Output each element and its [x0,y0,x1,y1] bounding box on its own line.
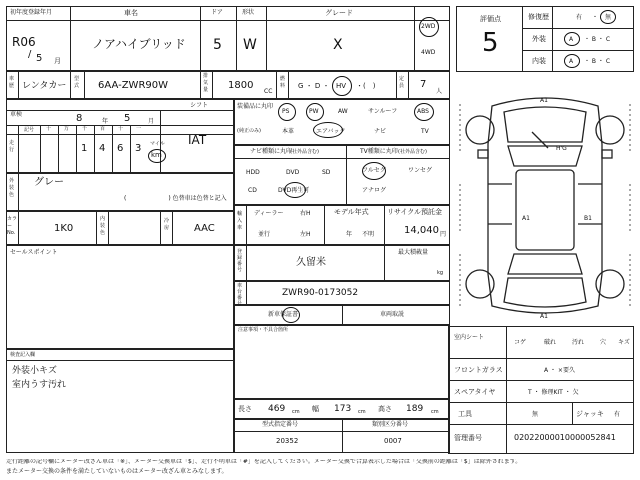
shape-label: 形状 [242,9,255,16]
capacity-unit: 人 [436,88,443,95]
navi-dvd-play: DVD再生可 [278,187,310,194]
class-value: 0007 [384,437,402,445]
reg-year-label: 初年度登録年月 [10,9,53,16]
diagram-hg: H'G [556,145,567,152]
mileage-mile: マイル [150,141,165,147]
mgmt-value: 02022000010000052841 [514,433,616,442]
interior-sheet-label: 室内シート [454,334,485,341]
manual-label: 車両取説 [380,311,405,318]
navi-sd: SD [322,169,331,176]
reg-month-unit: 月 [54,57,61,65]
drive-2wd: 2WD [421,23,436,30]
mileage-place-3: 百 [100,126,106,132]
score-label: 評価点 [480,15,501,23]
tv-fullseg: フルセグ [362,167,386,174]
equipment-pw: PW [309,108,319,115]
reg-slash: / [28,49,32,60]
tv-label: TV種類に丸印 [360,148,398,155]
diagram-a1-top: A1 [540,97,548,104]
width-label: 幅 [312,405,319,413]
sheet-yabure: 破れ [544,339,557,346]
diagram-b1: B1 [584,215,592,222]
drive-4wd: 4WD [421,49,436,56]
length-label: 長さ [238,405,252,413]
exterior-grade-rest: ・ B ・ C [584,36,611,43]
width-value: 173 [334,404,352,414]
shaken-year-unit: 年 [102,118,109,125]
class-label: 類別区分番号 [372,421,409,428]
height-value: 189 [406,404,424,414]
type-value: 20352 [276,437,299,445]
sales-point-box [6,245,234,349]
chassis-value: ZWR90-0173052 [282,288,359,298]
shape-value: W [243,37,257,53]
recycle-value: 14,040 [404,225,439,236]
fuel-tail: ・( ) [356,82,376,90]
repair-label: 修復歴 [528,13,549,21]
interior-grade-a: A [569,58,574,65]
exterior-note: ( ) 色替車は色替と記入 [124,195,227,202]
exterior-color: グレー [34,177,64,188]
width-unit: cm [358,409,366,415]
model-year-unknown: 不明 [362,231,375,238]
mileage-digit-2: 1 [81,143,88,154]
jack-label: ジャッキ [576,410,604,418]
navi-cd: CD [248,187,257,194]
grade-value: X [333,37,343,53]
ac-label: 冷房 [164,218,170,231]
reg-year-value: R06 [12,35,36,49]
height-label: 高さ [378,405,392,413]
mileage-digit-4: 6 [117,143,124,154]
tools-label: 工具 [458,410,472,418]
sheet-yogore: 汚れ [572,339,585,346]
navi-dvd: DVD [286,169,300,176]
mileage-place-1: 万 [64,126,70,132]
score-value: 5 [482,28,499,58]
front-glass-value: A ・ ×要久 [544,367,575,374]
navi-hdd: HDD [246,169,260,176]
inspector-box [6,349,234,453]
navi-sub: (社外品含む) [290,149,319,155]
repair-dot: ・ [592,14,599,21]
mileage-col-divider [130,125,131,173]
mgmt-label: 管理番号 [454,434,482,442]
reg-month-value: 5 [36,53,43,64]
import-label: 輸入車 [237,211,243,231]
interior-color-label: 内装色 [100,216,106,236]
ac-value: AAC [194,223,215,234]
equipment-ps: PS [282,108,290,115]
type-label: 型式指定番号 [262,421,299,428]
tv-oneseg: ワンセグ [408,167,433,174]
car-name-value: ノアハイブリッド [92,37,186,51]
max-load-unit: kg [437,270,444,276]
equipment-abs: ABS [417,108,429,115]
fuel-options: G ・ D ・ [298,82,330,90]
notes-box [234,325,450,399]
equipment-airbag: エアバック [316,128,346,135]
import-left: 左H [300,231,311,238]
tv-sub: (社外品含む) [398,149,427,155]
front-glass-label: フロントガラス [454,366,503,374]
recycle-yen: 円 [440,231,447,238]
equipment-label: 装備品に丸印 [237,103,274,110]
model-year-label: モデル年式 [334,208,369,216]
inspector-label: 検査記入欄 [10,352,36,358]
model-value: 6AA-ZWR90W [98,80,169,91]
mileage-place-2: 千 [82,126,88,132]
diagram-a1-side: A1 [522,215,530,222]
inspector-line1: 外装小キズ [12,366,57,376]
shift-label: シフト [190,102,209,109]
shaken-month-unit: 月 [148,118,155,125]
mileage-place-label: 記号 [24,127,35,133]
grade-label: グレード [325,9,353,17]
shift-value: IAT [188,133,207,147]
mileage-digit-3: 4 [99,143,106,154]
warranty-label: 新車保証書 [268,311,299,318]
length-value: 469 [268,404,286,414]
equipment-navi: ナビ [374,128,387,135]
equipment-leather: 本革 [282,128,295,135]
spare-tire-value: T ・ 修理KIT ・ 欠 [528,389,579,396]
tools-value: 無 [532,411,539,418]
mileage-place-5: 一 [136,126,142,132]
import-right: 右H [300,210,311,217]
shaken-label: 車検 [10,111,23,118]
exterior-grade-a: A [569,36,574,43]
height-unit: cm [431,409,439,415]
capacity-value: 7 [420,79,427,90]
displacement-label: 排気量 [203,73,209,93]
footer-line2: またメーター交換の条件を満たしていないものはメーター改ざん車とみなします。 [6,468,228,475]
interior-grade-rest: ・ B ・ C [584,58,611,65]
import-parallel: 並行 [258,231,271,238]
sheet-ana: 穴 [600,339,607,346]
navi-label: ナビ種類に丸印 [250,148,293,155]
inspector-line2: 室内うす汚れ [12,380,67,390]
mileage-km: km [151,151,162,159]
car-name-label: 車名 [124,9,138,17]
shaken-month: 5 [124,113,131,124]
color-no-value: 1K0 [54,223,74,234]
model-label: 型式 [74,76,80,89]
equipment-sub: (純正のみ) [237,128,261,134]
mileage-digit-5: 3 [135,143,142,154]
equipment-sunroof: サンルーフ [368,108,398,115]
cc-unit: CC [264,88,273,95]
mileage-col-divider [58,125,59,173]
fuel-hv: HV [336,82,347,90]
displacement-value: 1800 [228,80,254,91]
sheet-koge: コゲ [514,339,527,346]
mileage-place-4: 十 [118,126,124,132]
notes-label: 注意事項・不具合箇所 [238,327,289,333]
chassis-label: 車台番号 [237,283,243,307]
interior-grade-label: 内装 [532,57,546,65]
jack-value: 有 [614,411,621,418]
regno-label: 登録番号 [237,249,243,273]
mileage-place-0: 十 [46,126,52,132]
spare-tire-label: スペアタイヤ [454,388,496,396]
mileage-col-divider [112,125,113,173]
tv-analog: アナログ [362,187,387,194]
sheet-kizu: キズ [618,339,630,346]
car-damage-diagram [452,84,638,324]
mileage-label: 走行 [9,140,15,153]
fuel-label: 燃料 [280,76,286,89]
sales-point-label: セールスポイント [10,249,58,256]
capacity-label: 定員 [399,76,405,89]
mileage-col-divider [40,125,41,173]
use-label: 車歴 [9,76,15,89]
repair-yes: 有 [576,14,583,21]
footer-line1: 走行距離の記号欄にメーター改ざん車は「※」、メーター交換車は「$」、走行不明車は「#」を記入してください。メーター交換で合算表示した場合は「交換前の距離は「$」は除外されます。 [6,459,522,465]
import-dealer: ディーラー [254,210,284,217]
mileage-col-divider [94,125,95,173]
use-value: レンタカー [22,81,67,91]
mileage-col-divider [76,125,77,173]
exterior-grade-label: 外装 [532,35,546,43]
length-unit: cm [292,409,300,415]
equipment-aw: AW [338,108,348,115]
color-no-label: カラーNo. [7,216,18,236]
vehicle-summary-box [6,6,450,71]
exterior-label: 外装色 [9,178,15,198]
model-year-unit: 年 [346,231,353,238]
repair-no: 無 [605,14,612,21]
door-label: ドア [211,9,223,16]
equipment-tv: TV [421,128,429,135]
regno-value: 久留米 [296,257,326,268]
recycle-label: リサイクル預託金 [387,208,443,216]
shaken-year: 8 [76,113,83,124]
max-load-label: 最大積載量 [398,249,429,256]
diagram-a1-bottom: A1 [540,313,548,320]
door-value: 5 [213,37,222,53]
